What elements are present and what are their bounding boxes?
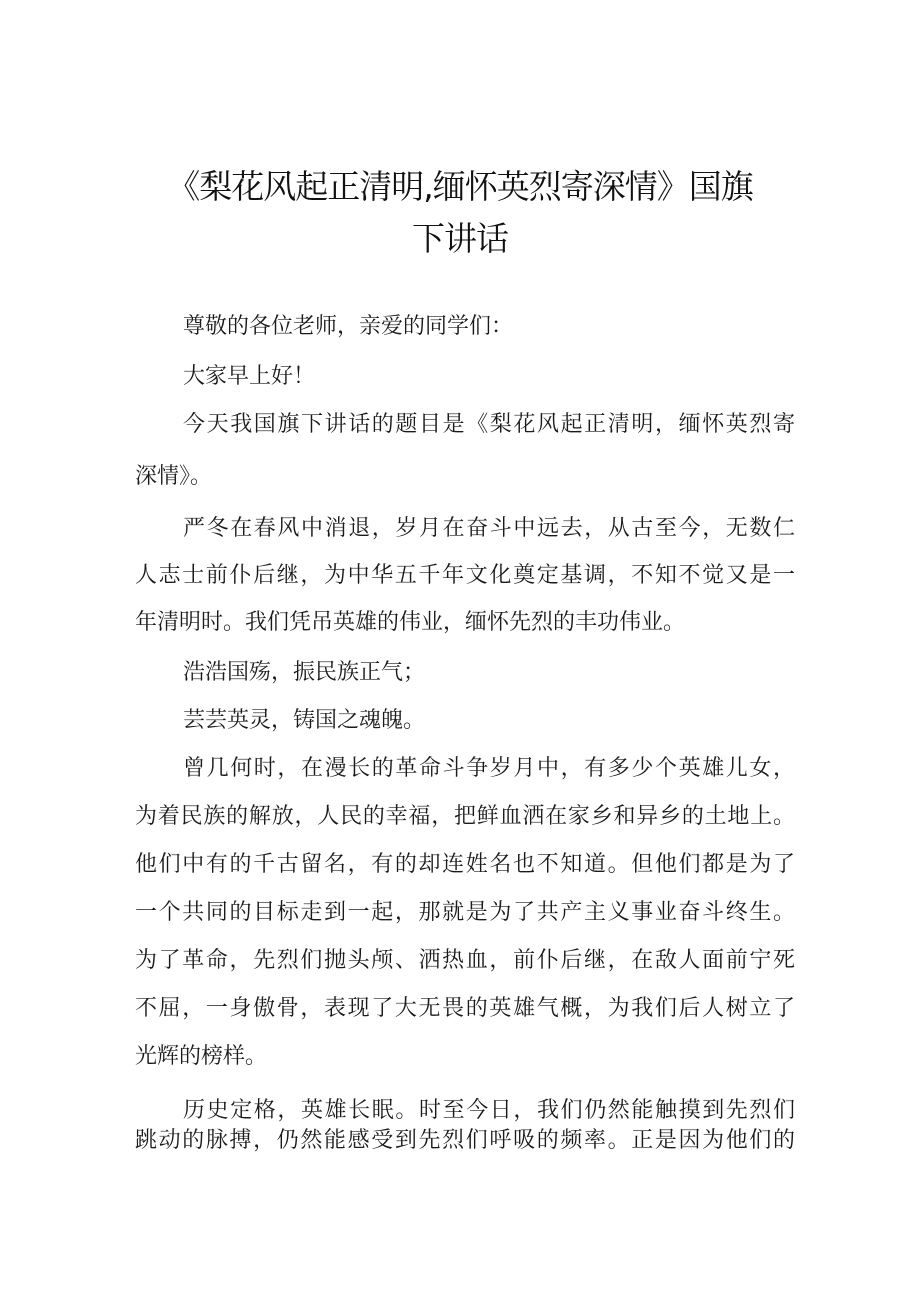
paragraph-line: 人志士前仆后继，为中华五千年文化奠定基调，不知不觉又是一 [135, 563, 795, 588]
paragraph-line: 为着民族的解放，人民的幸福，把鲜血洒在家乡和异乡的土地上。 [135, 804, 795, 829]
document-title-line-2: 下讲话 [412, 219, 508, 258]
couplet-line: 浩浩国殇，振民族正气； [183, 660, 426, 685]
couplet-line: 芸芸英灵，铸国之魂魄。 [183, 708, 426, 733]
paragraph-line: 不屈，一身傲骨，表现了大无畏的英雄气概，为我们后人树立了 [135, 996, 795, 1021]
paragraph-line: 一个共同的目标走到一起，那就是为了共产主义事业奋斗终生。 [135, 900, 795, 925]
paragraph-line: 跳动的脉搏，仍然能感受到先烈们呼吸的频率。正是因为他们的 [135, 1128, 795, 1153]
greeting: 大家早上好！ [183, 364, 316, 389]
document-title-line-1: 《梨花风起正清明,缅怀英烈寄深情》国旗 [167, 167, 753, 206]
paragraph-line: 严冬在春风中消退，岁月在奋斗中远去，从古至今，无数仁 [183, 516, 795, 541]
paragraph-line: 为了革命，先烈们抛头颅、洒热血，前仆后继，在敌人面前宁死 [135, 948, 795, 973]
paragraph-line: 他们中有的千古留名，有的却连姓名也不知道。但他们都是为了 [135, 852, 795, 877]
salutation: 尊敬的各位老师，亲爱的同学们： [183, 314, 514, 339]
paragraph-line: 曾几何时，在漫长的革命斗争岁月中，有多少个英雄儿女， [183, 756, 795, 781]
paragraph-line: 年清明时。我们凭吊英雄的伟业，缅怀先烈的丰功伟业。 [135, 610, 686, 635]
paragraph-line: 今天我国旗下讲话的题目是《梨花风起正清明，缅怀英烈寄 [183, 412, 795, 437]
paragraph-line: 历史定格，英雄长眠。时至今日，我们仍然能触摸到先烈们 [183, 1098, 795, 1123]
paragraph-line: 深情》。 [135, 464, 213, 489]
paragraph-line: 光辉的榜样。 [135, 1044, 268, 1069]
